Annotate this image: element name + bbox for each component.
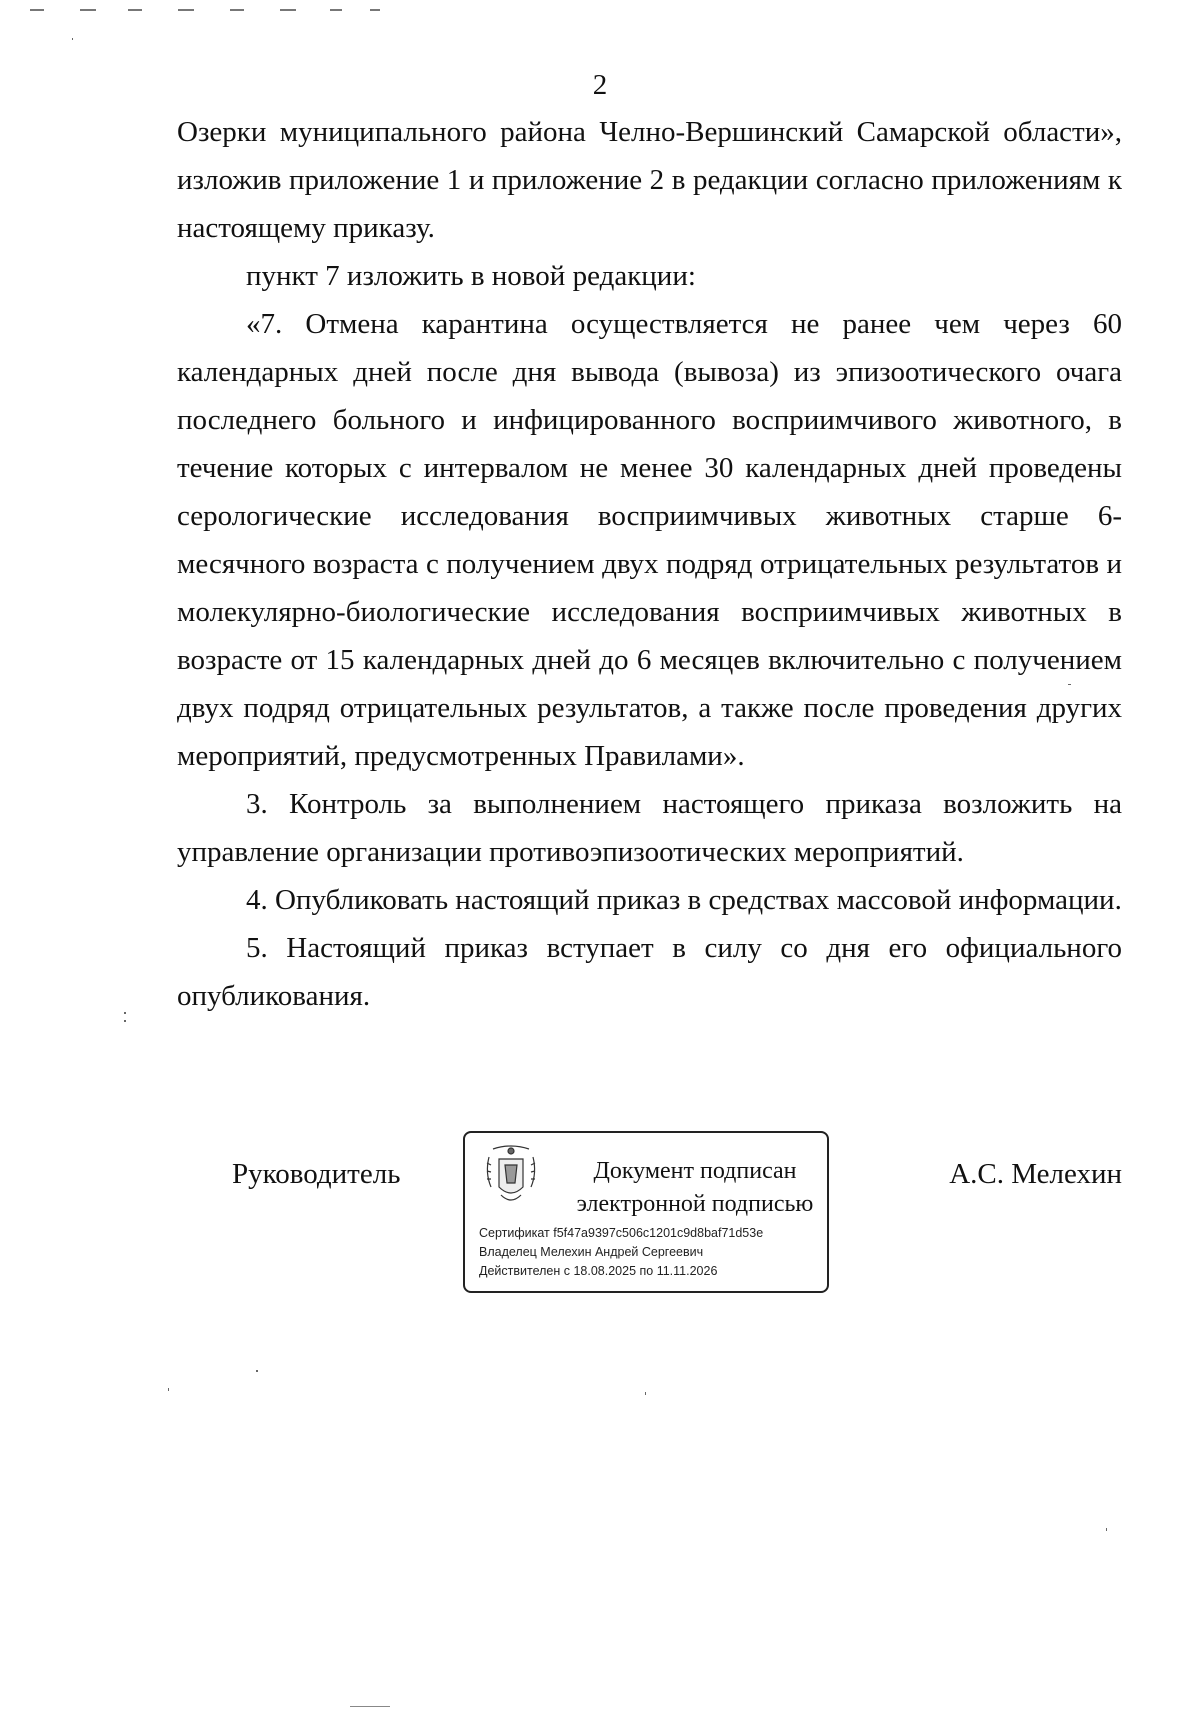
esign-certificate: Сертификат f5f47a9397c506c1201c9d8baf71d53e	[479, 1226, 764, 1240]
esign-title-line2: электронной подписью	[576, 1191, 814, 1217]
signatory-name: А.С. Мелехин	[949, 1158, 1122, 1190]
scan-speck	[124, 1012, 126, 1014]
scan-speck	[1068, 684, 1071, 685]
scan-speck	[1106, 1528, 1107, 1531]
paragraph-point7-intro: пункт 7 изложить в новой редакции:	[246, 260, 696, 292]
esign-validity: Действителен с 18.08.2025 по 11.11.2026	[479, 1264, 718, 1278]
electronic-signature-stamp	[463, 1131, 829, 1293]
paragraph-item-5: 5. Настоящий приказ вступает в силу со дня его официального опубликования.	[177, 932, 1122, 1012]
paragraph-item-3: 3. Контроль за выполнением настоящего приказа возложить на управление организации противоэпизоотических мероприятий.	[177, 788, 1122, 868]
paragraph-continuation	[177, 108, 1122, 156]
paragraph-line: изложив приложение 1 и приложение 2 в редакции согласно приложениям к	[177, 164, 1122, 196]
paragraph-point7-text: «7. Отмена карантина осуществляется не ранее чем через 60 календарных дней после дня вывода (вывоза) из эпизоотического очага последнего больного и инфицированного восприимчивого животного, в течение которых с интервалом не менее 30 календарных дней проведены серологические исследования восприимчивых животных старше 6-месячного возраста с получением двух подряд отрицательных результатов и молекулярно-биологические исследования восприимчивых животных в возрасте от 15 календарных дней до 6 месяцев включительно с получением двух подряд отрицательных результатов, а также после проведения других мероприятий, предусмотренных Правилами».	[177, 308, 1122, 772]
esign-details	[479, 1224, 763, 1281]
paragraph-item-4: 4. Опубликовать настоящий приказ в средствах массовой информации.	[246, 884, 1122, 916]
coat-of-arms-icon	[483, 1143, 539, 1209]
scan-artifact-top	[0, 0, 400, 4]
esign-owner: Владелец Мелехин Андрей Сергеевич	[479, 1245, 704, 1259]
scan-speck	[72, 38, 73, 40]
scan-speck	[645, 1392, 646, 1395]
scan-speck	[256, 1370, 258, 1372]
scan-speck	[124, 1020, 126, 1022]
esign-title	[565, 1155, 825, 1221]
paragraph-line: настоящему приказу.	[177, 212, 435, 244]
document-body	[177, 108, 1122, 1020]
scan-artifact-bottom	[350, 1706, 390, 1707]
scan-speck	[168, 1388, 169, 1391]
esign-title-line1: Документ подписан	[593, 1158, 797, 1184]
paragraph-continuation-line2	[177, 156, 1122, 204]
paragraph-line: Озерки муниципального района Челно-Вершинский Самарской области»,	[177, 116, 1122, 148]
page-number: 2	[592, 69, 608, 101]
paragraph-continuation-line3	[177, 204, 1122, 252]
signatory-role: Руководитель	[232, 1158, 401, 1190]
